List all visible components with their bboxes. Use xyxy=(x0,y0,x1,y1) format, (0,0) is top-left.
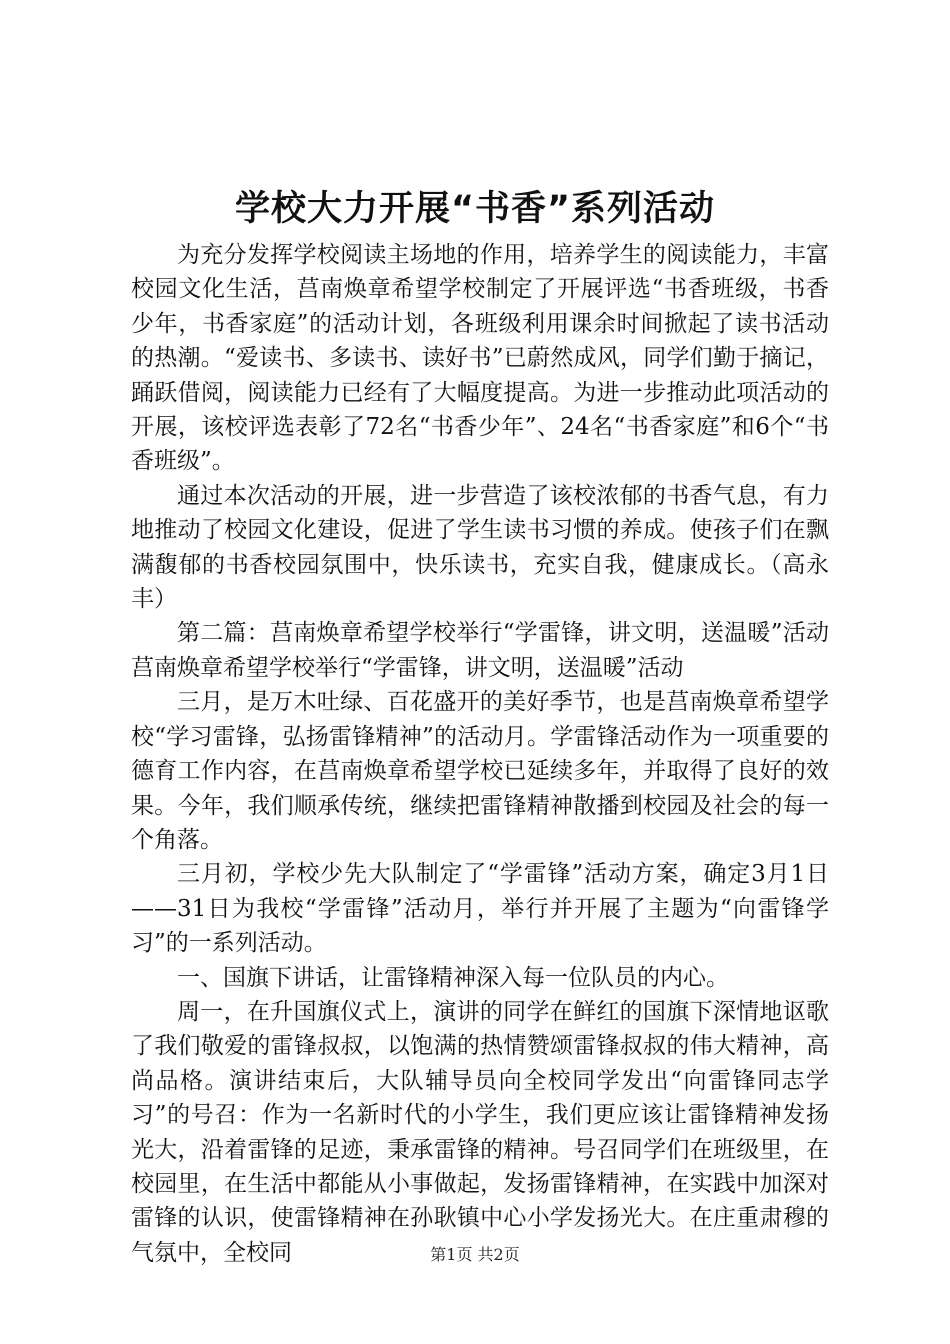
document-body xyxy=(131,238,829,1270)
paragraph: 周一，在升国旗仪式上，演讲的同学在鲜红的国旗下深情地讴歌了我们敬爱的雷锋叔叔，以饱满的热情赞颂雷锋叔叔的伟大精神，高尚品格。演讲结束后，大队辅导员向全校同学发出“向雷锋同志学习”的号召：作为一名新时代的小学生，我们更应该让雷锋精神发扬光大，沿着雷锋的足迹，秉承雷锋的精神。号召同学们在班级里，在校园里，在生活中都能从小事做起，发扬雷锋精神，在实践中加深对雷锋的认识，使雷锋精神在孙耿镇中心小学发扬光大。在庄重肃穆的气氛中，全校同 xyxy=(131,998,829,1266)
document-title: 学校大力开展“书香”系列活动 xyxy=(234,189,715,229)
paragraph: 第二篇：莒南焕章希望学校举行“学雷锋，讲文明，送温暖”活动莒南焕章希望学校举行“学雷锋，讲文明，送温暖”活动 xyxy=(131,620,829,681)
paragraph: 三月初，学校少先大队制定了“学雷锋”活动方案，确定3月1日——31日为我校“学雷锋”活动月，举行并开展了主题为“向雷锋学习”的一系列活动。 xyxy=(131,861,829,957)
paragraph: 三月，是万木吐绿、百花盛开的美好季节，也是莒南焕章希望学校“学习雷锋，弘扬雷锋精神”的活动月。学雷锋活动作为一项重要的德育工作内容，在莒南焕章希望学校已延续多年，并取得了良好的效果。今年，我们顺承传统，继续把雷锋精神散播到校园及社会的每一个角落。 xyxy=(131,689,829,853)
section-heading: 一、国旗下讲话，让雷锋精神深入每一位队员的内心。 xyxy=(177,964,729,991)
page-number-footer: 第1页 共2页 xyxy=(430,1245,520,1264)
paragraph: 为充分发挥学校阅读主场地的作用，培养学生的阅读能力，丰富校园文化生活，莒南焕章希望学校制定了开展评选“书香班级，书香少年，书香家庭”的活动计划，各班级利用课余时间掀起了读书活动的热潮。“爱读书、多读书、读好书”已蔚然成风，同学们勤于摘记，踊跃借阅，阅读能力已经有了大幅度提高。为进一步推动此项活动的开展，该校评选表彰了72名“书香少年”、24名“书香家庭”和6个“书香班级”。 xyxy=(131,242,829,475)
paragraph: 通过本次活动的开展，进一步营造了该校浓郁的书香气息，有力地推动了校园文化建设，促进了学生读书习惯的养成。使孩子们在飘满馥郁的书香校园氛围中，快乐读书，充实自我，健康成长。（高永丰） xyxy=(131,482,829,613)
